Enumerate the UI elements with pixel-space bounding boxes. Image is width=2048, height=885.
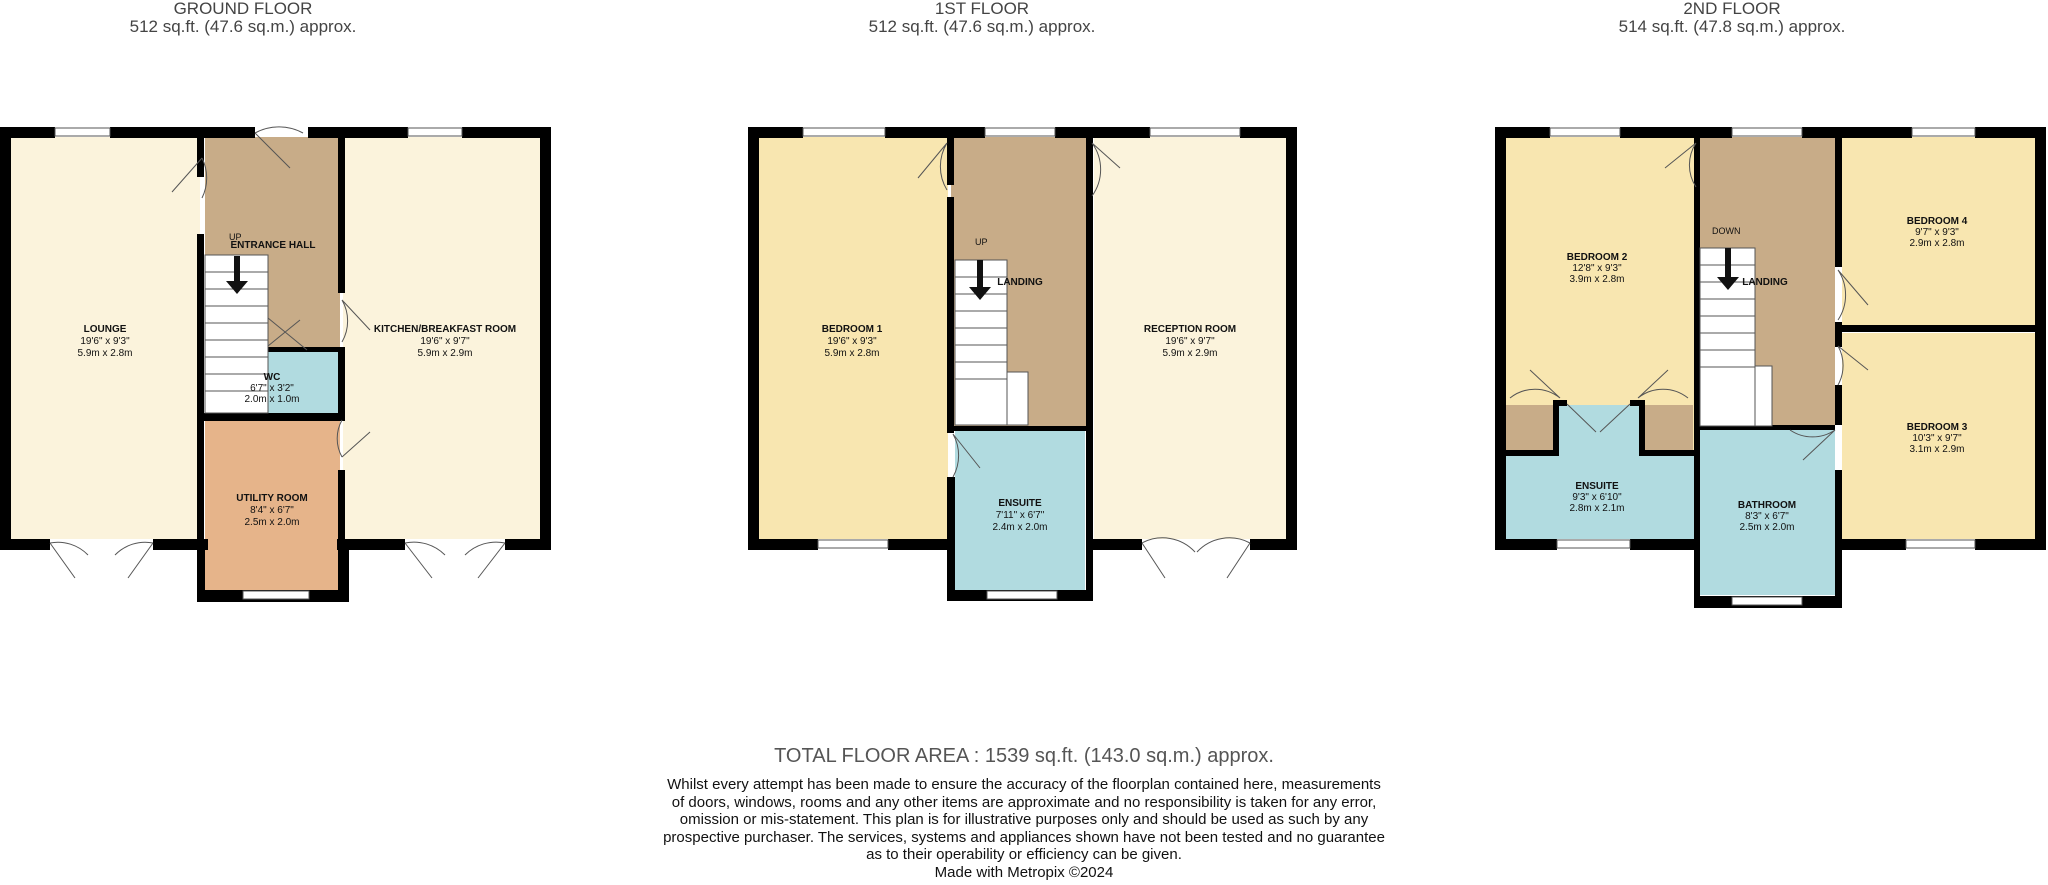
landing2-label: LANDING	[1742, 277, 1788, 288]
svg-text:19'6" x 9'3": 19'6" x 9'3"	[827, 336, 877, 347]
svg-text:9'7" x 9'3": 9'7" x 9'3"	[1915, 227, 1959, 238]
svg-text:BEDROOM 1: BEDROOM 1	[821, 324, 883, 335]
kitchen-window	[408, 128, 462, 136]
bedroom3-label	[1907, 422, 1968, 455]
svg-text:2.4m x 2.0m: 2.4m x 2.0m	[992, 522, 1048, 533]
bedroom4-label	[1907, 216, 1968, 249]
svg-text:BATHROOM: BATHROOM	[1737, 500, 1797, 511]
first-floor-area: 512 sq.ft. (47.6 sq.m.) approx.	[868, 17, 1096, 36]
ensuite2-cupboard-right	[1645, 405, 1693, 450]
bathroom-label	[1738, 500, 1796, 533]
footer	[0, 745, 2048, 881]
landing2-window	[1732, 128, 1802, 136]
ensuite2-window	[1557, 540, 1630, 548]
lounge-label	[77, 324, 132, 359]
svg-text:12'8" x 9'3": 12'8" x 9'3"	[1572, 263, 1622, 274]
svg-text:2.5m x 2.0m: 2.5m x 2.0m	[244, 517, 300, 528]
svg-text:2.0m x 1.0m: 2.0m x 1.0m	[244, 394, 300, 405]
disclaimer-line: prospective purchaser. The services, systems and appliances shown have not been tested and no guarantee	[663, 828, 1385, 846]
svg-text:5.9m x 2.8m: 5.9m x 2.8m	[824, 348, 880, 359]
lounge-window	[55, 128, 110, 136]
disclaimer-line: as to their operability or efficiency can be given.	[866, 846, 1182, 863]
svg-text:9'3" x 6'10": 9'3" x 6'10"	[1572, 492, 1622, 503]
landing1-label: LANDING	[997, 277, 1043, 288]
entrance-hall-label: ENTRANCE HALL	[230, 240, 316, 251]
svg-text:2.9m x 2.8m: 2.9m x 2.8m	[1909, 238, 1965, 249]
second-stairs-down-label: DOWN	[1712, 226, 1741, 236]
ensuite2-label	[1569, 481, 1624, 514]
landing1-window	[985, 128, 1055, 136]
ground-stairs-up-label: UP	[229, 232, 242, 242]
bedroom1-label	[822, 324, 883, 359]
svg-text:UTILITY ROOM: UTILITY ROOM	[236, 493, 308, 504]
first-floor-title: 1ST FLOOR	[934, 0, 1030, 18]
svg-text:KITCHEN/BREAKFAST ROOM: KITCHEN/BREAKFAST ROOM	[373, 324, 517, 335]
svg-text:LOUNGE: LOUNGE	[83, 324, 127, 335]
disclaimer-line: of doors, windows, rooms and any other items are approximate and no responsibility is taken for any error,	[671, 793, 1377, 811]
second-floor-title: 2ND FLOOR	[1683, 0, 1781, 18]
svg-text:19'6" x 9'7": 19'6" x 9'7"	[420, 336, 470, 347]
disclaimer-line: Whilst every attempt has been made to ensure the accuracy of the floorplan contained here, measurements	[667, 776, 1381, 793]
ground-floor-area: 512 sq.ft. (47.6 sq.m.) approx.	[129, 17, 357, 36]
metropix-credit: Made with Metropix ©2024	[934, 863, 1114, 881]
first-floor-header	[869, 0, 1096, 36]
svg-text:BEDROOM 3: BEDROOM 3	[1906, 422, 1968, 433]
svg-text:3.1m x 2.9m: 3.1m x 2.9m	[1909, 444, 1965, 455]
bedroom2-fill	[1505, 137, 1695, 452]
disclaimer-line: omission or mis-statement. This plan is for illustrative purposes only and should be used as such by any	[679, 811, 1369, 828]
total-floor-area: TOTAL FLOOR AREA : 1539 sq.ft. (143.0 sq.m.) approx.	[774, 745, 1274, 767]
svg-text:BEDROOM 4: BEDROOM 4	[1906, 216, 1968, 227]
bathroom-window	[1732, 597, 1802, 605]
svg-text:ENSUITE: ENSUITE	[1575, 481, 1619, 492]
bedroom1-bottom-window	[818, 540, 888, 548]
reception-window	[1150, 128, 1240, 136]
ground-floor-title: GROUND FLOOR	[173, 0, 313, 18]
ensuite1-window	[987, 591, 1057, 599]
second-floor-header	[1619, 0, 1846, 36]
second-floor-area: 514 sq.ft. (47.8 sq.m.) approx.	[1618, 17, 1846, 36]
ensuite2-alcove-fill	[1558, 405, 1640, 455]
svg-text:RECEPTION ROOM: RECEPTION ROOM	[1143, 324, 1237, 335]
svg-text:8'3" x 6'7": 8'3" x 6'7"	[1745, 511, 1789, 522]
svg-text:5.9m x 2.9m: 5.9m x 2.9m	[1162, 348, 1218, 359]
svg-text:3.9m x 2.8m: 3.9m x 2.8m	[1569, 274, 1625, 285]
disclaimer	[644, 776, 1404, 881]
bedroom2-window	[1550, 128, 1620, 136]
second-floor-plan	[1495, 127, 2046, 608]
svg-text:19'6" x 9'7": 19'6" x 9'7"	[1165, 336, 1215, 347]
svg-text:10'3" x 9'7": 10'3" x 9'7"	[1912, 433, 1962, 444]
svg-text:BEDROOM 2: BEDROOM 2	[1566, 252, 1628, 263]
first-floor-plan	[748, 127, 1297, 601]
bedroom4-window	[1912, 128, 1975, 136]
ground-floor-plan	[0, 127, 551, 602]
ground-floor-header	[130, 0, 357, 36]
svg-text:ENSUITE: ENSUITE	[998, 498, 1042, 509]
bedroom3-window	[1906, 540, 1975, 548]
ensuite1-label	[992, 498, 1047, 533]
bedroom1-top-window	[803, 128, 885, 136]
svg-text:8'4" x 6'7": 8'4" x 6'7"	[250, 505, 294, 516]
svg-text:7'11" x 6'7": 7'11" x 6'7"	[995, 510, 1045, 521]
svg-text:2.8m x 2.1m: 2.8m x 2.1m	[1569, 503, 1625, 514]
svg-text:5.9m x 2.8m: 5.9m x 2.8m	[77, 348, 133, 359]
svg-text:2.5m x 2.0m: 2.5m x 2.0m	[1739, 522, 1795, 533]
first-stairs-up-label: UP	[975, 237, 988, 247]
utility-window	[243, 591, 309, 599]
ensuite2-cupboard-left	[1505, 405, 1553, 450]
svg-text:5.9m x 2.9m: 5.9m x 2.9m	[417, 348, 473, 359]
svg-text:WC: WC	[263, 372, 281, 383]
svg-text:19'6" x 9'3": 19'6" x 9'3"	[80, 336, 130, 347]
svg-text:6'7" x 3'2": 6'7" x 3'2"	[250, 383, 294, 394]
bedroom2-label	[1567, 252, 1628, 285]
